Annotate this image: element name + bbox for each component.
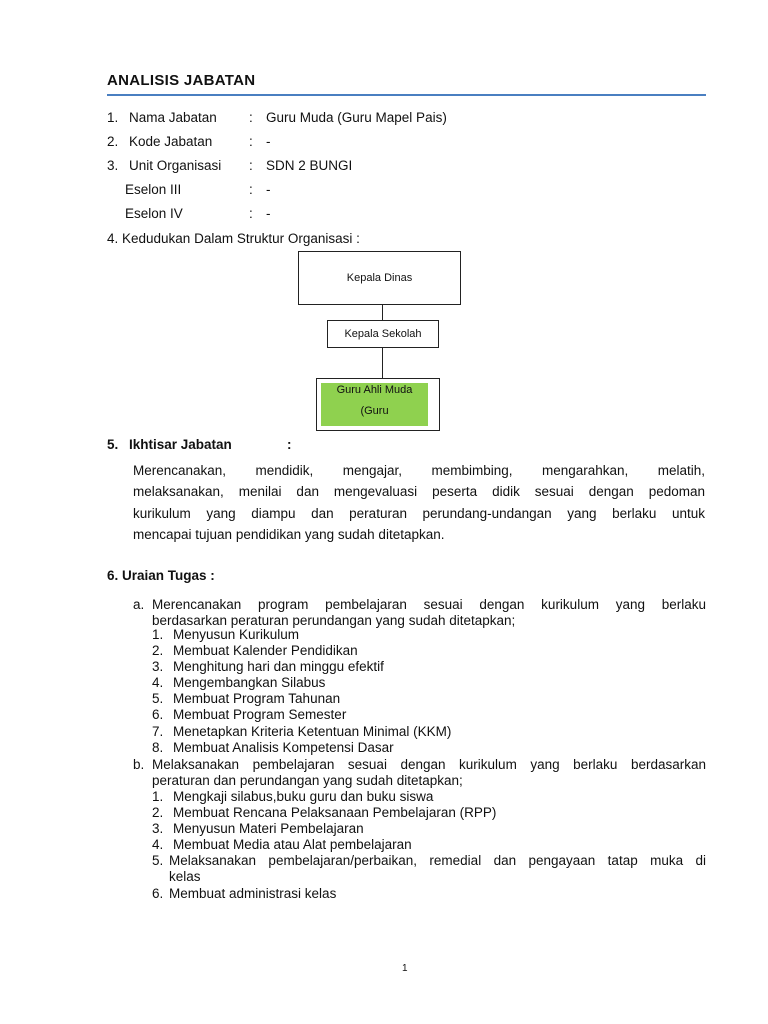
field-label: Eselon IV: [125, 206, 183, 221]
field-value: SDN 2 BUNGI: [266, 158, 353, 173]
list-marker-b: b.: [133, 757, 145, 772]
list-marker-a: a.: [133, 597, 145, 612]
list-item: 2. Membuat Kalender Pendidikan: [152, 643, 358, 659]
section-5-number: 5.: [107, 437, 119, 452]
list-item: 6. Membuat administrasi kelas: [152, 885, 337, 901]
task-b-subitems: [152, 789, 706, 902]
field-colon: :: [249, 110, 253, 125]
task-line: berdasarkan peraturan perundangan yang sudah ditetapkan;: [152, 613, 516, 629]
org-box-guru-fill: [321, 383, 428, 426]
org-box-label: (Guru: [360, 405, 389, 417]
task-a-text: [152, 597, 706, 629]
field-colon: :: [249, 182, 253, 197]
list-item: 1. Mengkaji silabus,buku guru dan buku siswa: [152, 789, 434, 804]
list-item: 4. Mengembangkan Silabus: [152, 675, 326, 691]
paragraph-line: Merencanakan, mendidik, mengajar, membimbing, mengarahkan, melatih,: [133, 463, 705, 478]
org-box-label: Kepala Sekolah: [344, 328, 422, 340]
field-label: Unit Organisasi: [129, 158, 222, 173]
list-item: 3. Menyusun Materi Pembelajaran: [152, 821, 364, 837]
list-item: 6. Membuat Program Semester: [152, 707, 347, 723]
section-5-title: Ikhtisar Jabatan: [129, 437, 232, 452]
field-number: 3.: [107, 158, 119, 173]
field-value: -: [266, 206, 271, 221]
field-number: 1.: [107, 110, 119, 125]
list-item: 5. Membuat Program Tahunan: [152, 691, 341, 707]
list-item: 7. Menetapkan Kriteria Ketentuan Minimal (KKM): [152, 723, 452, 739]
field-label: Kode Jabatan: [129, 134, 213, 149]
list-item: 4. Membuat Media atau Alat pembelajaran: [152, 837, 412, 853]
field-value: -: [266, 134, 271, 149]
field-colon: :: [249, 134, 253, 149]
paragraph-line: mencapai tujuan pendidikan yang sudah ditetapkan.: [133, 526, 445, 542]
list-item: 1. Menyusun Kurikulum: [152, 627, 300, 642]
task-line: Melaksanakan pembelajaran sesuai dengan kurikulum yang berlaku berdasarkan: [152, 757, 706, 772]
page-title: ANALISIS JABATAN: [107, 72, 256, 89]
section-5-colon: :: [287, 437, 292, 452]
org-connector: [382, 304, 383, 320]
org-box-kepala-dinas: [298, 251, 461, 305]
title-underline: [107, 94, 706, 96]
list-item: 3. Menghitung hari dan minggu efektif: [152, 659, 384, 675]
task-line: peraturan dan perundangan yang sudah ditetapkan;: [152, 773, 463, 789]
paragraph-line: kurikulum yang diampu dan peraturan perundang-undangan yang berlaku untuk: [133, 505, 705, 521]
field-label: Eselon III: [125, 182, 182, 197]
org-connector: [382, 347, 383, 378]
field-number: 2.: [107, 134, 119, 149]
field-colon: :: [249, 158, 253, 173]
field-value: Guru Muda (Guru Mapel Pais): [266, 110, 447, 125]
ikhtisar-paragraph: [133, 460, 705, 545]
field-colon: :: [249, 206, 253, 221]
paragraph-line: melaksanakan, menilai dan mengevaluasi peserta didik sesuai dengan pedoman: [133, 484, 705, 500]
section-6-title: 6. Uraian Tugas :: [107, 568, 215, 583]
list-item: 2. Membuat Rencana Pelaksanaan Pembelajaran (RPP): [152, 805, 497, 821]
section-4-title: 4. Kedudukan Dalam Struktur Organisasi :: [107, 231, 360, 246]
org-box-label: Guru Ahli Muda: [336, 384, 413, 396]
task-line: Merencanakan program pembelajaran sesuai dengan kurikulum yang berlaku: [152, 597, 706, 612]
field-value: -: [266, 182, 271, 197]
task-b-text: [152, 757, 706, 789]
list-item: 8. Membuat Analisis Kompetensi Dasar: [152, 739, 394, 755]
org-box-kepala-sekolah: [327, 320, 439, 348]
org-box-label: Kepala Dinas: [346, 272, 413, 284]
page-number: 1: [402, 963, 408, 974]
task-a-subitems: [152, 627, 451, 756]
list-item: 5. Melaksanakan pembelajaran/perbaikan, remedial dan pengayaan tatap muka di kelas: [152, 853, 706, 885]
field-label: Nama Jabatan: [129, 110, 217, 125]
